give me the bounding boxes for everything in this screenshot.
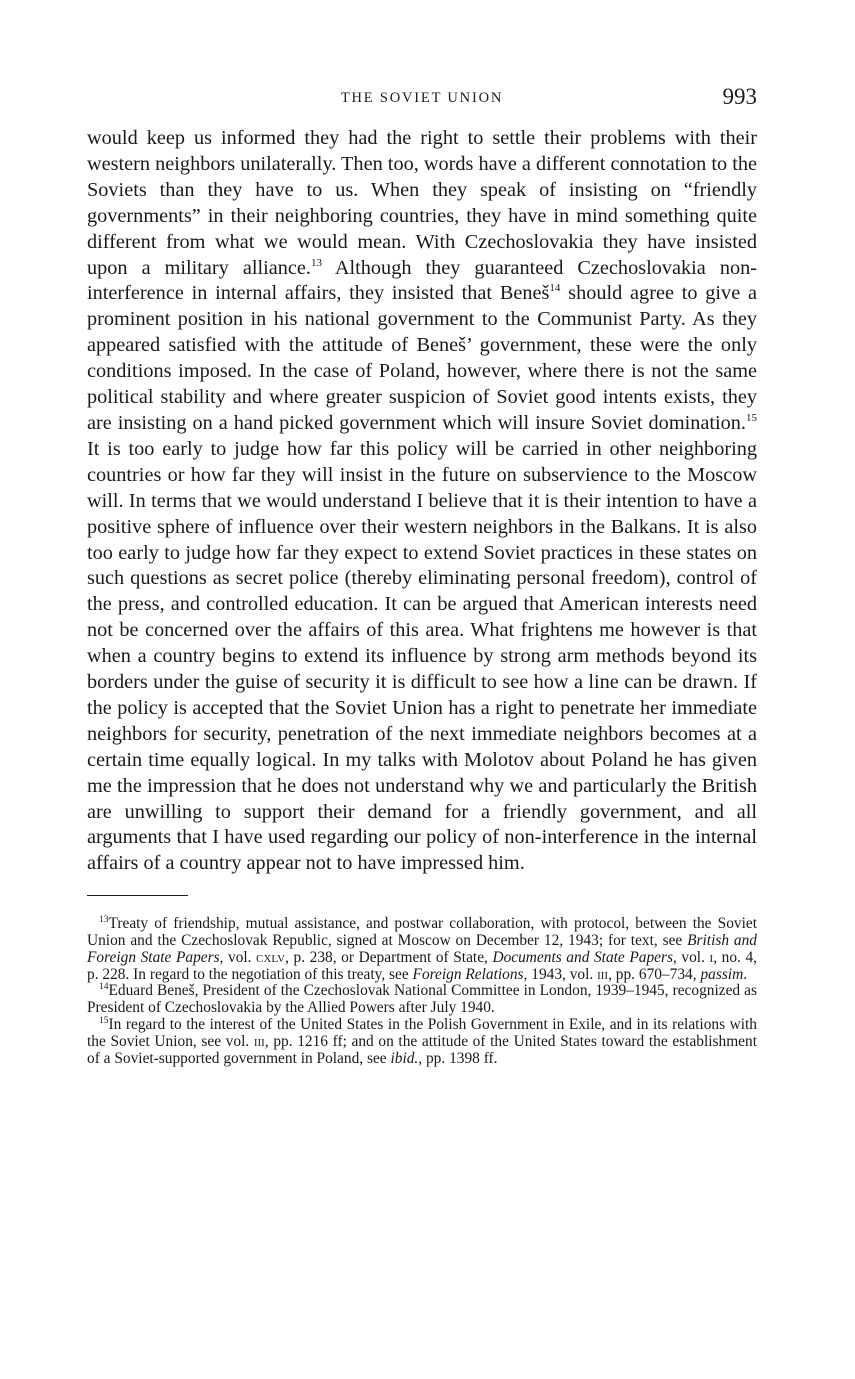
footnote-text: , no. 4, p. 228. In regard to the negotiation of this treaty, see xyxy=(87,948,758,983)
page-number: 993 xyxy=(722,84,757,109)
footnote-italic: passim xyxy=(700,965,744,983)
footnote-italic: ibid. xyxy=(390,1049,419,1067)
footnote-mark: 13 xyxy=(99,915,109,926)
footnote-text: , vol. xyxy=(672,948,710,966)
footnote-italic: British and Foreign State Papers xyxy=(87,932,758,966)
footnote-text: , pp. 1216 ff; and on the attitude of the United States toward the establishment of a Soviet-supported government in Poland, see xyxy=(87,1032,757,1067)
footnote-text: , pp. 670–734, xyxy=(608,965,701,983)
footnote-text: Eduard Beneš, President of the Czechoslovak National Committee in London, 1939–1945, recognized as President of Czechoslovakia by the Allied Powers after July 1940. xyxy=(87,982,757,1017)
footnote-ref-15: 15 xyxy=(746,411,757,424)
footnotes xyxy=(87,916,757,1067)
footnote-smallcaps: iii xyxy=(253,1032,265,1050)
footnote-text: , p. 238, or Department of State, xyxy=(285,948,493,966)
footnote-text: , 1943, vol. xyxy=(523,965,598,983)
footnote-mark: 15 xyxy=(99,1016,109,1027)
footnote-smallcaps: i xyxy=(709,948,714,966)
footnote-divider xyxy=(87,895,188,896)
footnote-smallcaps: iii xyxy=(597,965,609,983)
body-segment: should agree to give a prominent position in his national government to the Communist Party. As they appeared satisfied with the attitude of Beneš’ government, these were the only conditions imposed. In the case of Poland, however, where there is not the same political stability and where greater suspicion of Soviet good intents exists, they are insisting on a hand picked government which will insure Soviet domination. xyxy=(87,282,757,434)
footnote-smallcaps: cxlv xyxy=(256,948,286,966)
body-segment: It is too early to judge how far this policy will be carried in other neighboring countries or how far they will insist in the future on subservience to the Moscow will. In terms that we would understand I believe that it is their intention to have a positive sphere of influence over their western neighbors in the Balkans. It is also too early to judge how far they expect to extend Soviet practices in these states on such questions as secret police (thereby eliminating personal freedom), control of the press, and controlled education. It can be argued that American interests need not be concerned over the affairs of this area. What frightens me however is that when a country begins to extend its influence by strong arm methods beyond its borders under the guise of security it is difficult to see how a line can be drawn. If the policy is accepted that the Soviet Union has a right to penetrate her immediate neighbors for security, penetration of the next immediate neighbors becomes at a certain time equally logical. In my talks with Molotov about Poland he has given me the impression that he does not understand why we and particularly the British are unwilling to support their demand for a friendly government, and all arguments that I have used regarding our policy of non-interference in the internal affairs of a country appear not to have impressed him. xyxy=(87,437,757,875)
body-segment: would keep us informed they had the right to settle their problems with their western neighbors unilaterally. Then too, words have a different connotation to the Soviets than they have to us. When they speak of insisting on “friendly governments” in their neighboring countries, they have in mind something quite different from what we would mean. With Czechoslovakia they have insisted upon a military alliance. xyxy=(87,127,757,279)
footnote-text: . xyxy=(743,965,748,983)
body-segment: Although they guaranteed Czechoslovakia non-interference in internal affairs, they insisted that Beneš xyxy=(87,256,757,305)
footnote-mark: 14 xyxy=(99,982,109,993)
footnote-14 xyxy=(87,983,757,1017)
footnote-13 xyxy=(87,916,757,983)
footnote-ref-14: 14 xyxy=(549,282,561,295)
body-text xyxy=(87,126,757,877)
running-head: THE SOVIET UNION xyxy=(340,90,504,106)
footnote-text: Treaty of friendship, mutual assistance, and postwar collaboration, with protocol, between the Soviet Union and the Czechoslovak Republic, signed at Moscow on December 12, 1943; for text, see xyxy=(87,915,757,950)
footnote-text: In regard to the interest of the United States in the Polish Government in Exile, and in its relations with the Soviet Union, see vol. xyxy=(87,1016,757,1050)
footnote-italic: Foreign Relations xyxy=(412,965,524,983)
document-page xyxy=(87,84,757,1067)
footnote-text: , pp. 1398 ff. xyxy=(418,1049,498,1067)
body-paragraph xyxy=(87,126,757,877)
footnote-italic: Documents and State Papers xyxy=(492,948,673,966)
footnote-text: , vol. xyxy=(219,948,257,966)
footnote-15 xyxy=(87,1017,757,1067)
page-header xyxy=(87,84,757,114)
footnote-ref-13: 13 xyxy=(310,256,322,269)
